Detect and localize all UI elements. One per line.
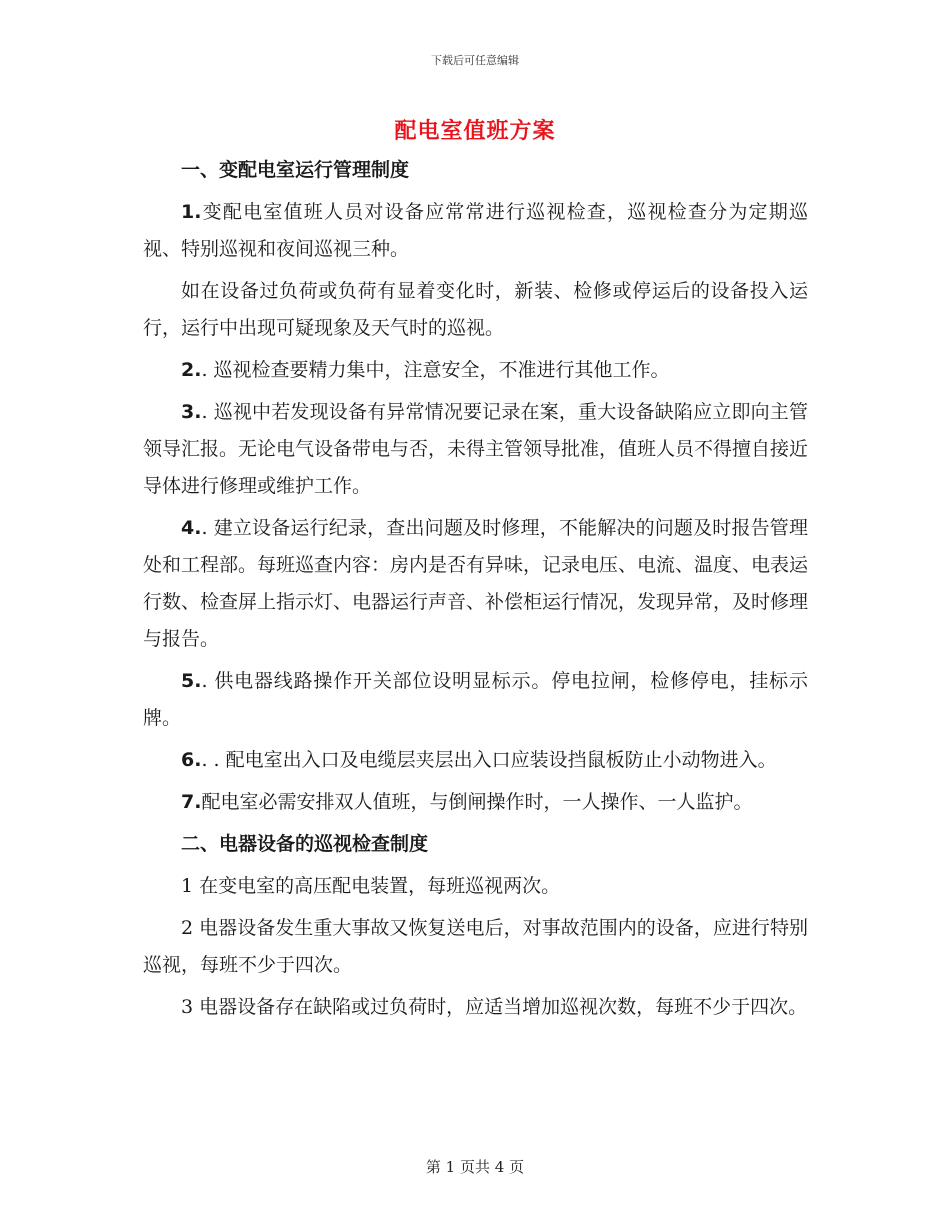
paragraph-text: . 巡视检查要精力集中，注意安全，不准进行其他工作。 <box>201 359 670 381</box>
item-number: 4. <box>181 517 202 539</box>
paragraph-text: 如在设备过负荷或负荷有显着变化时，新装、检修或停运后的设备投入运行，运行中出现可疑现象及天气时的巡视。 <box>143 280 808 339</box>
paragraph <box>143 910 808 984</box>
paragraph-text: 2 电器设备发生重大事故又恢复送电后，对事故范围内的设备，应进行特别巡视，每班不少于四次。 <box>143 917 808 976</box>
item-number: 7. <box>181 791 202 813</box>
paragraph <box>143 510 808 658</box>
item-number: 3. <box>181 401 202 423</box>
page-footer: 第 1 页共 4 页 <box>425 1158 525 1176</box>
paragraph <box>143 663 808 737</box>
paragraph-text: 变配电室值班人员对设备应常常进行巡视检查，巡视检查分为定期巡视、特别巡视和夜间巡视三种。 <box>143 201 808 260</box>
paragraph-text: . 巡视中若发现设备有异常情况要记录在案，重大设备缺陷应立即向主管领导汇报。无论电气设备带电与否，未得主管领导批准，值班人员不得擅自接近导体进行修理或维护工作。 <box>143 401 809 497</box>
item-number: 5. <box>181 670 202 692</box>
paragraph <box>143 194 808 268</box>
section-heading: 一、变配电室运行管理制度 <box>181 159 410 181</box>
header-note: 下载后可任意编辑 <box>431 54 519 67</box>
paragraph-text: . 建立设备运行纪录，查出问题及时修理，不能解决的问题及时报告管理处和工程部。每班巡查内容：房内是否有异味，记录电压、电流、温度、电表运行数、检查屏上指示灯、电器运行声音、补偿柜运行情况，发现异常，及时修理与报告。 <box>143 517 809 650</box>
paragraph <box>143 273 808 347</box>
paragraph <box>143 352 808 389</box>
paragraph-text: . 供电器线路操作开关部位设明显标示。停电拉闸，检修停电，挂标示牌。 <box>143 670 808 729</box>
paragraph <box>143 989 808 1026</box>
section-heading: 二、电器设备的巡视检查制度 <box>181 833 429 855</box>
document-title: 配电室值班方案 <box>394 119 556 144</box>
paragraph-text: 3 电器设备存在缺陷或过负荷时，应适当增加巡视次数，每班不少于四次。 <box>181 996 808 1018</box>
paragraph <box>143 868 808 905</box>
paragraph-text: 1 在变电室的高压配电装置，每班巡视两次。 <box>181 875 561 897</box>
paragraph <box>143 784 808 821</box>
paragraph <box>143 742 808 779</box>
document-body <box>143 152 808 1026</box>
item-number: 1. <box>181 201 202 223</box>
item-number: 6. <box>181 749 202 771</box>
paragraph-text: 配电室必需安排双人值班，与倒闸操作时，一人操作、一人监护。 <box>201 791 753 813</box>
paragraph-text: . . 配电室出入口及电缆层夹层出入口应装设挡鼠板防止小动物进入。 <box>201 749 777 771</box>
item-number: 2. <box>181 359 202 381</box>
paragraph <box>143 394 808 505</box>
